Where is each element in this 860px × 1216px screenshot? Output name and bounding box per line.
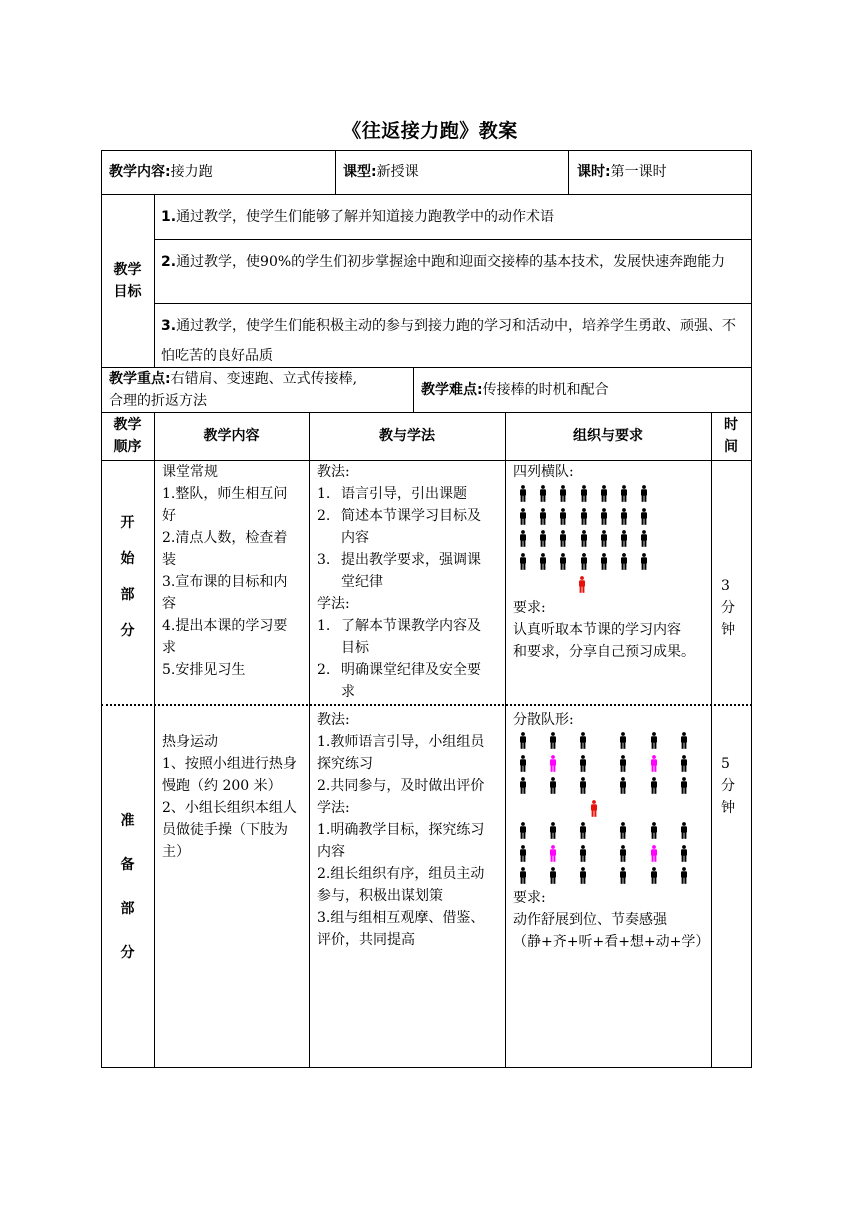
student-icon (680, 777, 688, 794)
section-prep-name: 准 备 部 分 (120, 813, 135, 961)
teacher-icon (578, 576, 586, 593)
type-value: 新授课 (376, 164, 419, 180)
goal-item-2: 2.通过教学，使90%的学生们初步掌握途中跑和迎面交接棒的基本技术，发展快速奔跑能力 (161, 254, 726, 270)
student-icon (519, 867, 527, 884)
section-start-method: 教法: 1. 语言引导，引出课题 2. 简述本节课学习目标及 内容 3. 提出教学要求，强调课 堂纪律 学法: 1. 了解本节课教学内容及 目标 2. 明确课堂纪律及安全要 求 (317, 461, 481, 703)
student-icon (619, 845, 627, 862)
section-start-name: 开 始 部 分 (120, 515, 135, 639)
content-value: 接力跑 (170, 164, 213, 180)
period-value: 第一课时 (610, 164, 667, 180)
student-icon (600, 530, 608, 547)
section-prep-requirements: 要求: 动作舒展到位、节奏感强 （静+齐+听+看+想+动+学） (513, 887, 709, 953)
student-icon (519, 755, 527, 772)
student-icon (549, 777, 557, 794)
content-cell (109, 161, 213, 183)
student-icon (680, 755, 688, 772)
student-icon (559, 508, 567, 525)
period-label: 课时: (577, 164, 611, 180)
type-cell (343, 161, 419, 183)
student-icon (579, 822, 587, 839)
student-icon (620, 508, 628, 525)
student-icon (680, 867, 688, 884)
section-prep-content: 热身运动 1、按照小组进行热身 慢跑（约 200 米） 2、小组长组织本组人 员做徒手操（下肢为 主） (162, 734, 297, 860)
student-icon (640, 530, 648, 547)
section-start-requirements: 要求: 认真听取本节课的学习内容 和要求，分享自己预习成果。 (513, 597, 695, 663)
section-start-content: 课堂常规 1.整队，师生相互问 好 2.清点人数，检查着 装 3.宣布课的目标和内 容 4.提出本课的学习要 求 5.安排见习生 (162, 461, 287, 681)
student-icon (549, 867, 557, 884)
difficulty-value: 传接棒的时机和配合 (482, 382, 609, 398)
student-icon (650, 867, 658, 884)
student-icon (580, 485, 588, 502)
student-icon (579, 867, 587, 884)
student-icon (620, 530, 628, 547)
group-leader-icon (549, 755, 557, 772)
goal-item-3: 3.通过教学，使学生们能积极主动的参与到接力跑的学习和活动中，培养学生勇敢、顽强、不怕吃苦的良好品质 (161, 318, 737, 364)
student-icon (600, 553, 608, 570)
student-icon (640, 508, 648, 525)
learn-label: 学法: (317, 596, 350, 612)
student-icon (600, 508, 608, 525)
student-icon (580, 553, 588, 570)
student-icon (619, 755, 627, 772)
teacher-icon (590, 800, 598, 817)
key-point-value: 右错肩、变速跑、立式传接棒, (170, 371, 358, 387)
formation-label-start: 四列横队: (513, 464, 574, 480)
student-icon (600, 485, 608, 502)
header-method: 教与学法 (379, 428, 435, 444)
student-icon (539, 553, 547, 570)
student-icon (650, 822, 658, 839)
student-icon (539, 508, 547, 525)
formation-label-prep: 分散队形: (513, 712, 574, 728)
student-icon (519, 845, 527, 862)
student-icon (519, 485, 527, 502)
student-icon (579, 845, 587, 862)
group-leader-icon (650, 755, 658, 772)
student-icon (519, 732, 527, 749)
header-content: 教学内容 (203, 428, 260, 444)
section-prep-method: 教法: 1.教师语言引导，小组组员 探究练习 2.共同参与，及时做出评价 学法: 1.明确教学目标，探究练习 内容 2.组长组织有序，组员主动 参与，积极出谋划策 3.组与组相互观摩、借鉴、 评价，共同提高 (317, 712, 485, 948)
header-organization: 组织与要求 (573, 428, 643, 444)
student-icon (549, 822, 557, 839)
student-icon (549, 732, 557, 749)
key-point-cell: 教学重点:右错肩、变速跑、立式传接棒, 合理的折返方法 (109, 371, 358, 409)
student-icon (619, 867, 627, 884)
student-icon (519, 777, 527, 794)
student-icon (539, 485, 547, 502)
student-icon (579, 755, 587, 772)
student-icon (619, 732, 627, 749)
student-icon (519, 822, 527, 839)
teach-label: 教法: (317, 464, 350, 480)
requirement-label: 要求: (513, 600, 546, 616)
student-icon (620, 485, 628, 502)
student-icon (640, 553, 648, 570)
goal-item-1: 1.通过教学，使学生们能够了解并知道接力跑教学中的动作术语 (161, 209, 555, 225)
key-point-label: 教学重点: (109, 371, 171, 387)
student-icon (579, 732, 587, 749)
student-icon (680, 845, 688, 862)
student-icon (650, 777, 658, 794)
student-icon (539, 530, 547, 547)
section-prep-time: 5 分 钟 (721, 756, 735, 816)
period-cell (577, 161, 667, 183)
student-icon (580, 530, 588, 547)
student-icon (620, 553, 628, 570)
student-icon (559, 553, 567, 570)
student-icon (680, 732, 688, 749)
section-start-time: 3 分 钟 (721, 578, 735, 638)
student-icon (619, 777, 627, 794)
student-icon (519, 530, 527, 547)
student-icon (579, 777, 587, 794)
student-icon (519, 508, 527, 525)
goals-label: 教学 目标 (113, 262, 142, 300)
requirement-label: 要求: (513, 890, 546, 906)
student-icon (559, 485, 567, 502)
student-icon (650, 732, 658, 749)
page-title: 《往返接力跑》教案 (342, 120, 518, 142)
student-icon (619, 822, 627, 839)
difficulty-cell (421, 379, 609, 401)
student-icon (519, 553, 527, 570)
difficulty-label: 教学难点: (421, 382, 483, 398)
content-label: 教学内容: (109, 164, 171, 180)
header-order: 教学 顺序 (113, 417, 142, 455)
student-icon (559, 530, 567, 547)
header-time: 时 间 (724, 417, 738, 455)
group-leader-icon (650, 845, 658, 862)
group-leader-icon (549, 845, 557, 862)
type-label: 课型: (343, 164, 377, 180)
student-icon (680, 822, 688, 839)
student-icon (640, 485, 648, 502)
content-heading: 课堂常规 (162, 464, 218, 480)
student-icon (580, 508, 588, 525)
